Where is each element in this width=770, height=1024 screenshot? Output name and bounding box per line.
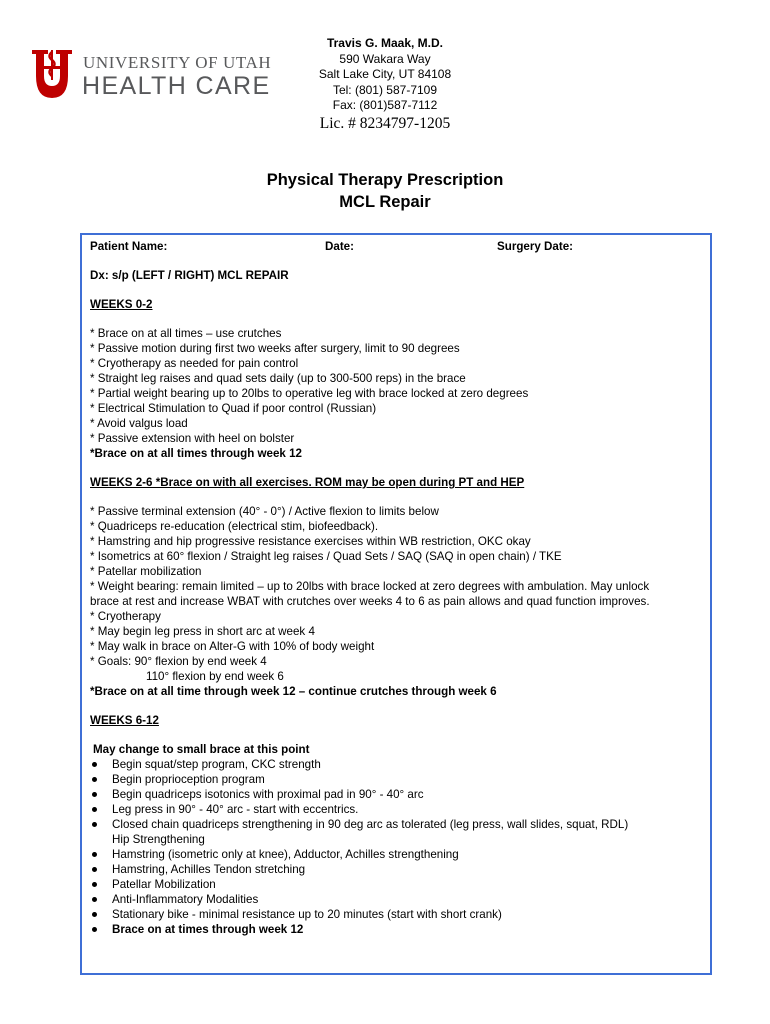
license-number: Lic. # 8234797-1205 [319, 114, 451, 132]
list-item: * Quadriceps re-education (electrical stim, biofeedback). [90, 520, 379, 533]
phone: Tel: (801) 587-7109 [332, 82, 438, 97]
list-item: * Goals: 90° flexion by end week 4 [90, 655, 267, 668]
logo-line-1: UNIVERSITY OF UTAH [83, 53, 272, 72]
list-item-continuation: Hip Strengthening [112, 833, 205, 846]
list-item: * Passive extension with heel on bolster [90, 432, 295, 445]
weeks-2-6-note: *Brace on at all time through week 12 – continue crutches through week 6 [90, 685, 497, 698]
list-item: * Hamstring and hip progressive resistance exercises within WB restriction, OKC okay [90, 535, 531, 548]
list-item: * Isometrics at 60° flexion / Straight leg raises / Quad Sets / SAQ (SAQ in open chain) / TKE [90, 550, 562, 563]
list-item: * Brace on at all times – use crutches [90, 327, 282, 340]
list-item: Hamstring, Achilles Tendon stretching [90, 862, 710, 877]
list-item: * Straight leg raises and quad sets daily (up to 300-500 reps) in the brace [90, 372, 466, 385]
patient-fields [90, 239, 710, 254]
list-item: Begin proprioception program [90, 772, 710, 787]
document-titles [0, 169, 770, 213]
list-item: * Cryotherapy as needed for pain control [90, 357, 299, 370]
page-title: Physical Therapy Prescription [266, 171, 504, 189]
address-line-2: Salt Lake City, UT 84108 [318, 67, 452, 81]
list-item: * May begin leg press in short arc at week 4 [90, 625, 315, 638]
list-item: Patellar Mobilization [90, 877, 710, 892]
weeks-0-2-heading: WEEKS 0-2 [90, 298, 153, 311]
university-of-utah-logo-icon [28, 46, 76, 104]
list-item: Leg press in 90° - 40° arc - start with eccentrics. [90, 802, 710, 817]
page-subtitle: MCL Repair [339, 193, 431, 211]
list-item: * May walk in brace on Alter-G with 10% of body weight [90, 640, 375, 653]
logo-line-2: HEALTH CARE [82, 72, 271, 100]
diagnosis: Dx: s/p (LEFT / RIGHT) MCL REPAIR [90, 269, 289, 282]
patient-name-label: Patient Name: [90, 240, 168, 253]
list-item: Begin quadriceps isotonics with proximal pad in 90° - 40° arc [90, 787, 710, 802]
list-item: * Passive motion during first two weeks after surgery, limit to 90 degrees [90, 342, 460, 355]
list-item-brace-note: Brace on at times through week 12 [90, 922, 710, 937]
weeks-0-2-note: *Brace on at all times through week 12 [90, 447, 302, 460]
list-item: Anti-Inflammatory Modalities [90, 892, 710, 907]
list-item: * Electrical Stimulation to Quad if poor control (Russian) [90, 402, 377, 415]
doctor-name: Travis G. Maak, M.D. [326, 36, 444, 50]
list-item: Hamstring (isometric only at knee), Adductor, Achilles strengthening [90, 847, 710, 862]
surgery-date-label: Surgery Date: [497, 240, 574, 253]
list-item: * Patellar mobilization [90, 565, 202, 578]
list-item: * Avoid valgus load [90, 417, 188, 430]
address-line-1: 590 Wakara Way [339, 51, 431, 66]
list-item: * Partial weight bearing up to 20lbs to operative leg with brace locked at zero degrees [90, 387, 529, 400]
weeks-2-6-heading: WEEKS 2-6 *Brace on with all exercises. ROM may be open during PT and HEP [90, 476, 525, 489]
list-item: * Cryotherapy [90, 610, 161, 623]
list-item: Begin squat/step program, CKC strength [90, 757, 710, 772]
list-item: Stationary bike - minimal resistance up to 20 minutes (start with short crank) [90, 907, 710, 922]
date-label: Date: [325, 240, 354, 253]
list-item: * Passive terminal extension (40° - 0°) / Active flexion to limits below [90, 505, 439, 518]
list-item: Closed chain quadriceps strengthening in 90 deg arc as tolerated (leg press, wall slides, squat, RDL) [90, 817, 710, 832]
list-item: brace at rest and increase WBAT with crutches over weeks 4 to 6 as pain allows and quad function improves. [90, 595, 650, 608]
fax: Fax: (801)587-7112 [332, 98, 438, 112]
university-logo [28, 46, 272, 104]
prescription-content [90, 239, 710, 937]
weeks-6-12-heading: WEEKS 6-12 [90, 714, 159, 727]
doctor-header [285, 36, 485, 134]
list-item: * Weight bearing: remain limited – up to 20lbs with brace locked at zero degrees with ambulation. May unlock [90, 580, 650, 593]
list-item: 110° flexion by end week 6 [146, 670, 284, 683]
weeks-6-12-subheading: May change to small brace at this point [93, 743, 310, 756]
